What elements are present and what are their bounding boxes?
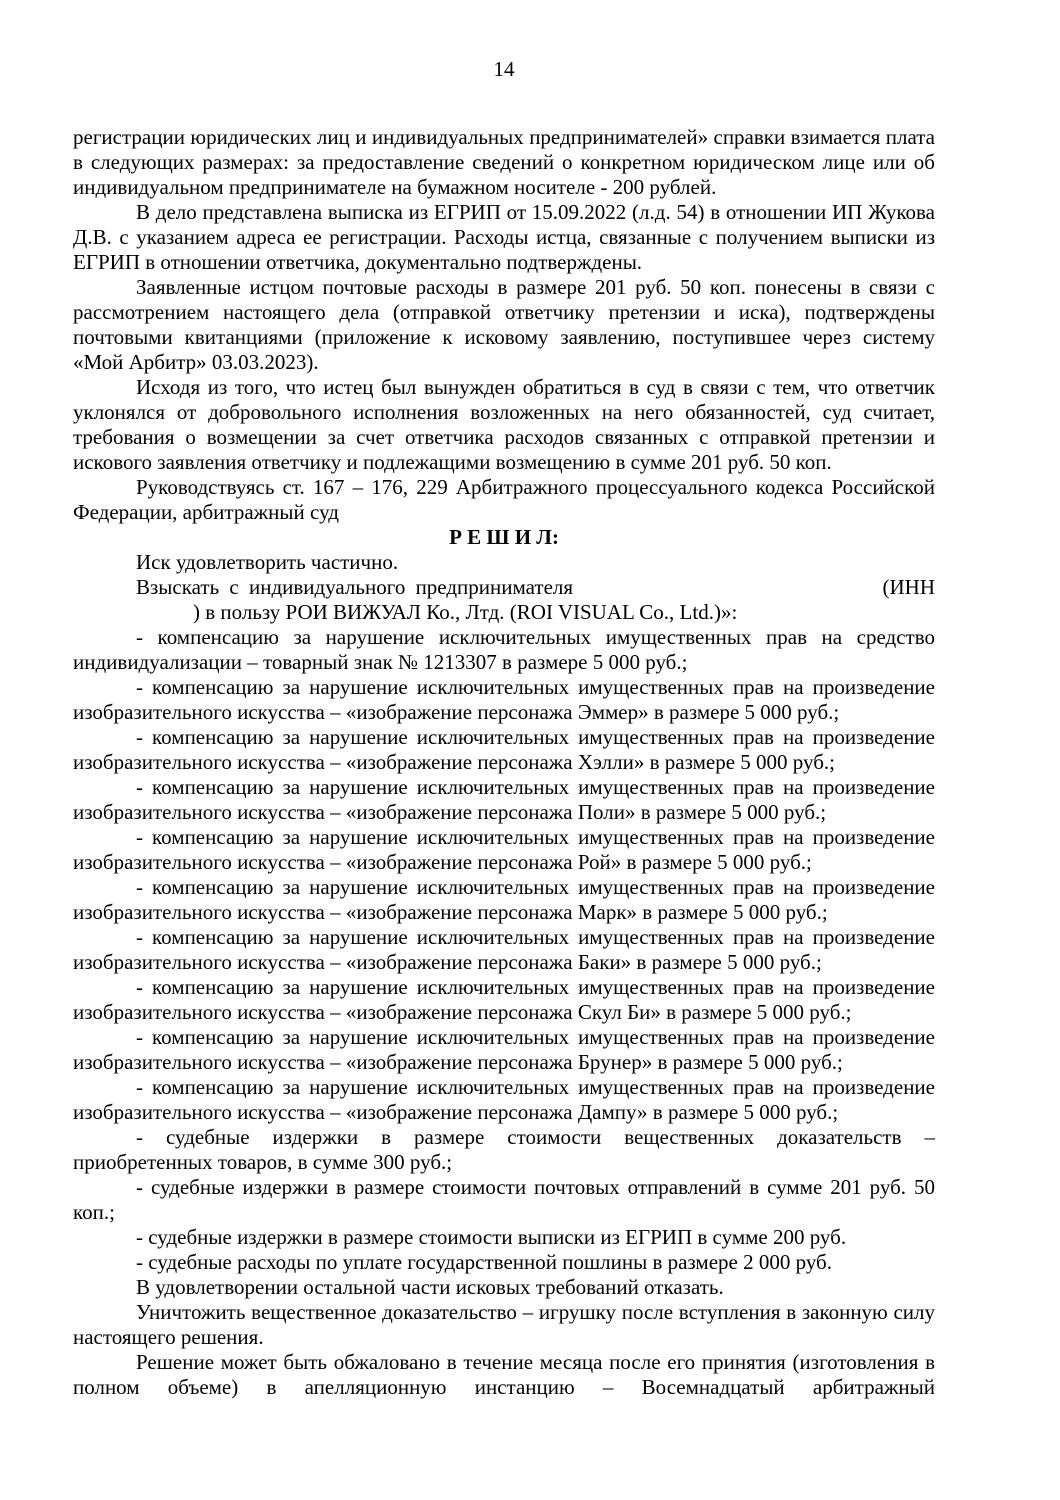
paragraph-registry-fee: регистрации юридических лиц и индивидуальных предпринимателей» справки взимается плата в следующих размерах: за предоставление сведений о конкретном юридическом лице или об индивидуальном предпринимателе на бумажном носителе - 200 рублей. — [73, 125, 935, 199]
defendant-clause-text: Взыскать с индивидуального предпринимателя — [136, 575, 574, 599]
compensation-item-helly: - компенсацию за нарушение исключительных имущественных прав на произведение изобразительного искусства – «изображение персонажа Хэлли» в размере 5 000 руб.; — [73, 725, 935, 774]
document-body — [73, 125, 935, 1400]
recover-from-defendant-line — [73, 575, 935, 600]
paragraph-egrip-extract: В дело представлена выписка из ЕГРИП от 15.09.2022 (л.д. 54) в отношении ИП Жукова Д.В. с указанием адреса ее регистрации. Расходы истца, связанные с получением выписки из ЕГРИП в отношении ответчика, документально подтверждены. — [73, 200, 935, 274]
compensation-item-baki: - компенсацию за нарушение исключительных имущественных прав на произведение изобразительного искусства – «изображение персонажа Баки» в размере 5 000 руб.; — [73, 925, 935, 974]
compensation-item-dampu: - компенсацию за нарушение исключительных имущественных прав на произведение изобразительного искусства – «изображение персонажа Дампу» в размере 5 000 руб.; — [73, 1075, 935, 1124]
compensation-item-school-b: - компенсацию за нарушение исключительных имущественных прав на произведение изобразительного искусства – «изображение персонажа Скул Би» в размере 5 000 руб.; — [73, 975, 935, 1024]
costs-item-egrip: - судебные издержки в размере стоимости выписки из ЕГРИП в сумме 200 руб. — [136, 1225, 847, 1249]
compensation-item-roy: - компенсацию за нарушение исключительных имущественных прав на произведение изобразительного искусства – «изображение персонажа Рой» в размере 5 000 руб.; — [73, 825, 935, 874]
remaining-claims-denied: В удовлетворении остальной части исковых требований отказать. — [136, 1275, 724, 1299]
paragraph-court-reasoning: Исходя из того, что истец был вынужден обратиться в суд в связи с тем, что ответчик уклонялся от добровольного исполнения возложенных на него обязанностей, суд считает, требования о возмещении за счет ответчика расходов связанных с отправкой претензии и искового заявления ответчику и подлежащими возмещению в сумме 201 руб. 50 коп. — [73, 375, 935, 474]
compensation-item-emmer: - компенсацию за нарушение исключительных имущественных прав на произведение изобразительного искусства – «изображение персонажа Эммер» в размере 5 000 руб.; — [73, 675, 935, 724]
document-content — [73, 0, 935, 1400]
claim-partially-satisfied: Иск удовлетворить частично. — [136, 550, 399, 574]
costs-item-state-duty: - судебные расходы по уплате государственной пошлины в размере 2 000 руб. — [136, 1250, 832, 1274]
costs-item-postal: - судебные издержки в размере стоимости почтовых отправлений в сумме 201 руб. 50 коп.; — [73, 1175, 935, 1224]
compensation-item-mark: - компенсацию за нарушение исключительных имущественных прав на произведение изобразительного искусства – «изображение персонажа Марк» в размере 5 000 руб.; — [73, 875, 935, 924]
resolution-heading: Р Е Ш И Л: — [449, 525, 559, 549]
page-number: 14 — [493, 57, 515, 81]
inn-label: (ИНН — [882, 575, 935, 599]
paragraph-guided-by: Руководствуясь ст. 167 – 176, 229 Арбитражного процессуального кодекса Российской Федерации, арбитражный суд — [73, 475, 935, 524]
in-favor-of-line: ) в пользу РОИ ВИЖУАЛ Ко., Лтд. (ROI VISUAL Co., Ltd.)»: — [193, 600, 738, 624]
appeal-clause: Решение может быть обжаловано в течение месяца после его принятия (изготовления в полном объеме) в апелляционную инстанцию – Восемнадцатый арбитражный — [73, 1350, 935, 1399]
paragraph-postal-costs: Заявленные истцом почтовые расходы в размере 201 руб. 50 коп. понесены в связи с рассмотрением настоящего дела (отправкой ответчику претензии и иска), подтверждены почтовыми квитанциями (приложение к исковому заявлению, поступившее через систему «Мой Арбитр» 03.03.2023). — [73, 275, 935, 374]
destroy-evidence: Уничтожить вещественное доказательство – игрушку после вступления в законную силу настоящего решения. — [73, 1300, 935, 1349]
compensation-item-bruner: - компенсацию за нарушение исключительных имущественных прав на произведение изобразительного искусства – «изображение персонажа Брунер» в размере 5 000 руб.; — [73, 1025, 935, 1074]
compensation-item-poli: - компенсацию за нарушение исключительных имущественных прав на произведение изобразительного искусства – «изображение персонажа Поли» в размере 5 000 руб.; — [73, 775, 935, 824]
costs-item-evidence: - судебные издержки в размере стоимости вещественных доказательств – приобретенных товаров, в сумме 300 руб.; — [73, 1125, 935, 1174]
compensation-item-trademark: - компенсацию за нарушение исключительных имущественных прав на средство индивидуализации – товарный знак № 1213307 в размере 5 000 руб.; — [73, 625, 935, 674]
